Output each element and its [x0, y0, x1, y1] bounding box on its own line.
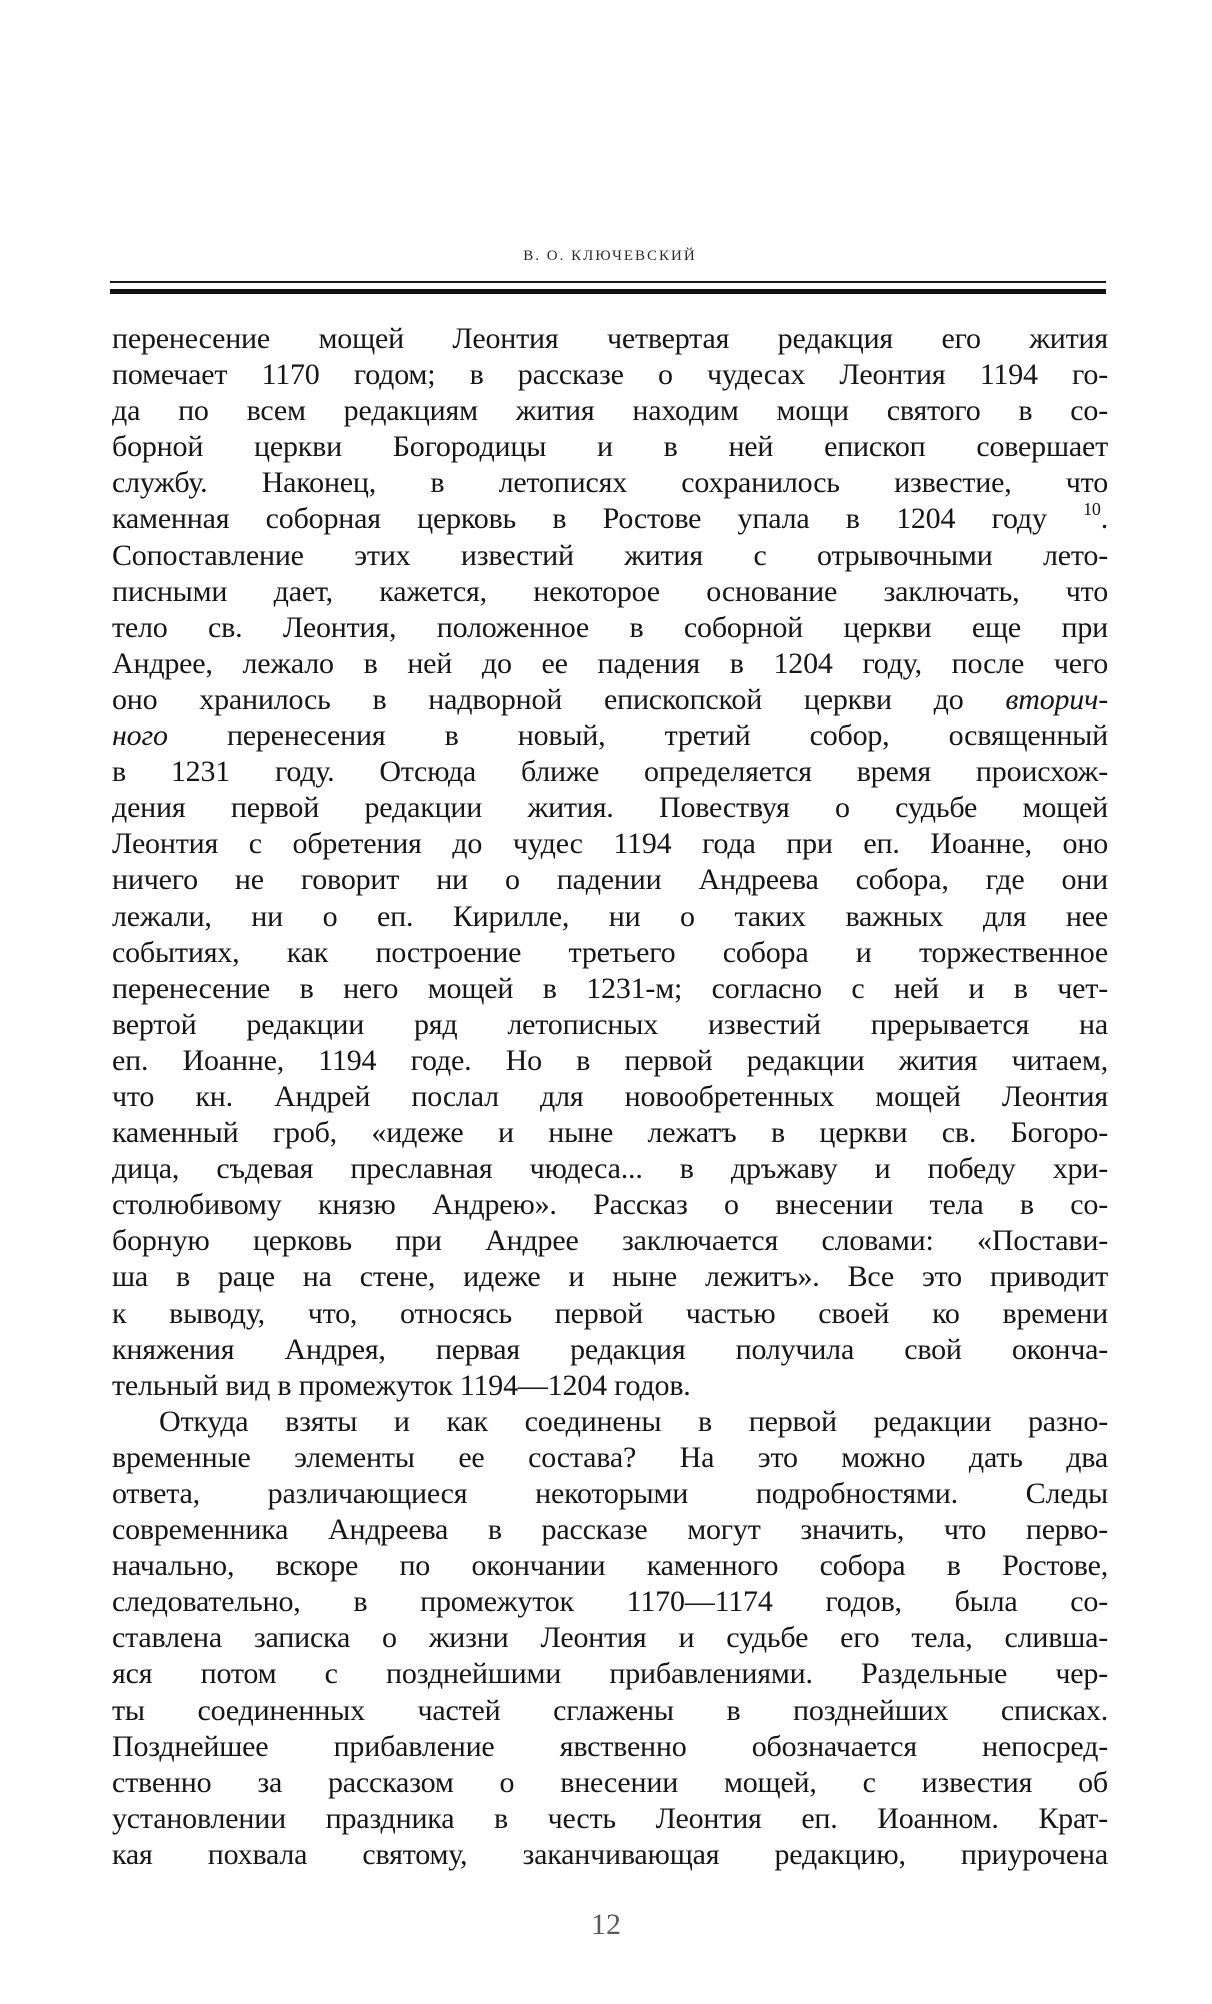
text-line: борной церкви Богородицы и в ней епископ совершает	[112, 430, 1108, 464]
footnote-ref: 10	[1083, 501, 1101, 520]
text-line: в 1231 году. Отсюда ближе определяется время происхож-	[112, 755, 1108, 789]
text-line	[112, 718, 1108, 754]
text-line: что кн. Андрей послал для новообретенных мощей Леонтия	[112, 1079, 1108, 1113]
text-line-content: оно хранилось в надворной епископской церкви до	[112, 682, 964, 716]
running-head: В. О. КЛЮЧЕВСКИЙ	[523, 248, 697, 264]
text-line: ответа, различающиеся некоторыми подробностями. Следы	[112, 1477, 1108, 1510]
text-line: княжения Андрея, первая редакция получила свой оконча-	[112, 1332, 1108, 1366]
text-line: перенесение в него мощей в 1231-м; согласно с ней и в чет-	[112, 971, 1108, 1005]
text-line: ственно за рассказом о внесении мощей, с известия об	[112, 1765, 1108, 1799]
text-line: да по всем редакциям жития находим мощи святого в со-	[112, 394, 1108, 428]
text-line: ничего не говорит ни о падении Андреева собора, где они	[112, 863, 1108, 897]
text-line	[112, 682, 1108, 718]
text-line-content: каменная соборная церковь в Ростове упала в 1204 году	[112, 502, 1047, 536]
text-line: следовательно, в промежуток 1170—1174 годов, была со-	[112, 1585, 1108, 1619]
text-line: лежали, ни о еп. Кирилле, ни о таких важных для нее	[112, 899, 1108, 933]
text-line: начально, вскоре по окончании каменного собора в Ростове,	[112, 1549, 1108, 1583]
text-line: писными дает, кажется, некоторое основание заключать, что	[112, 574, 1108, 608]
text-line: к выводу, что, относясь первой частью своей ко времени	[112, 1296, 1108, 1330]
header-rule-thick	[110, 289, 1106, 294]
text-line: Леонтия с обретения до чудес 1194 года при еп. Иоанне, оно	[112, 827, 1108, 861]
text-line: установлении праздника в честь Леонтия еп. Иоанном. Крат-	[112, 1801, 1108, 1835]
text-line: дения первой редакции жития. Повествуя о судьбе мощей	[112, 791, 1108, 825]
text-line: борную церковь при Андрее заключается словами: «Постави-	[112, 1224, 1108, 1258]
text-line: каменная соборная церковь в Ростове упала в 1204 году $^{10}$.	[112, 501, 1108, 536]
text-line: столюбивому князю Андрею». Рассказ о внесении тела в со-	[112, 1188, 1108, 1222]
text-line: каменный гроб, «идеже и ныне лежатъ в церкви св. Богоро-	[112, 1116, 1108, 1150]
text-line: яся потом с позднейшими прибавлениями. Раздельные чер-	[112, 1657, 1108, 1691]
text-line: ставлена записка о жизни Леонтия и судьбе его тела, слившa-	[112, 1621, 1108, 1655]
body-text	[112, 321, 1108, 1873]
italic-word: ного	[112, 719, 168, 753]
text-line: ты соединенных частей сглажены в позднейших списках.	[112, 1693, 1108, 1727]
text-line: перенесение мощей Леонтия четвертая редакция его жития	[112, 322, 1108, 355]
text-line: временные элементы ее состава? На это можно дать два	[112, 1440, 1108, 1474]
text-line: тело св. Леонтия, положенное в соборной церкви еще при	[112, 610, 1108, 644]
text-line: ша в раце на стене, идеже и ныне лежитъ». Все это приводит	[112, 1260, 1108, 1294]
text-line: помечает 1170 годом; в рассказе о чудесах Леонтия 1194 го-	[112, 358, 1108, 392]
text-line: Откуда взяты и как соединены в первой редакции разно-	[159, 1404, 1108, 1438]
header-rule-thin	[110, 281, 1106, 283]
text-line-content: перенесения в новый, третий собор, освященный	[226, 719, 1108, 753]
text-line: тельный вид в промежуток 1194—1204 годов.	[112, 1368, 691, 1402]
text-line: дица, съдевая преславная чюдеса... в дръжаву и победу хри-	[112, 1152, 1108, 1186]
page-number: 12	[591, 1908, 621, 1941]
text-line: службу. Наконец, в летописях сохранилось известие, что	[112, 466, 1108, 500]
text-line: событиях, как построение третьего собора и торжественное	[112, 935, 1108, 969]
text-line: кая похвала святому, заканчивающая редакцию, приурочена	[112, 1837, 1108, 1871]
text-line: Андрее, лежало в ней до ее падения в 1204 году, после чего	[112, 646, 1108, 680]
text-line: вертой редакции ряд летописных известий прерывается на	[112, 1007, 1108, 1041]
text-line: современника Андреева в рассказе могут значить, что перво-	[112, 1513, 1108, 1547]
text-line: Сопоставление этих известий жития с отрывочными лето-	[112, 538, 1108, 572]
text-line: еп. Иоанне, 1194 годе. Но в первой редакции жития читаем,	[112, 1043, 1108, 1077]
italic-word: вторич-	[1005, 682, 1108, 716]
text-line: Позднейшее прибавление явственно обозначается непосред-	[112, 1729, 1108, 1763]
